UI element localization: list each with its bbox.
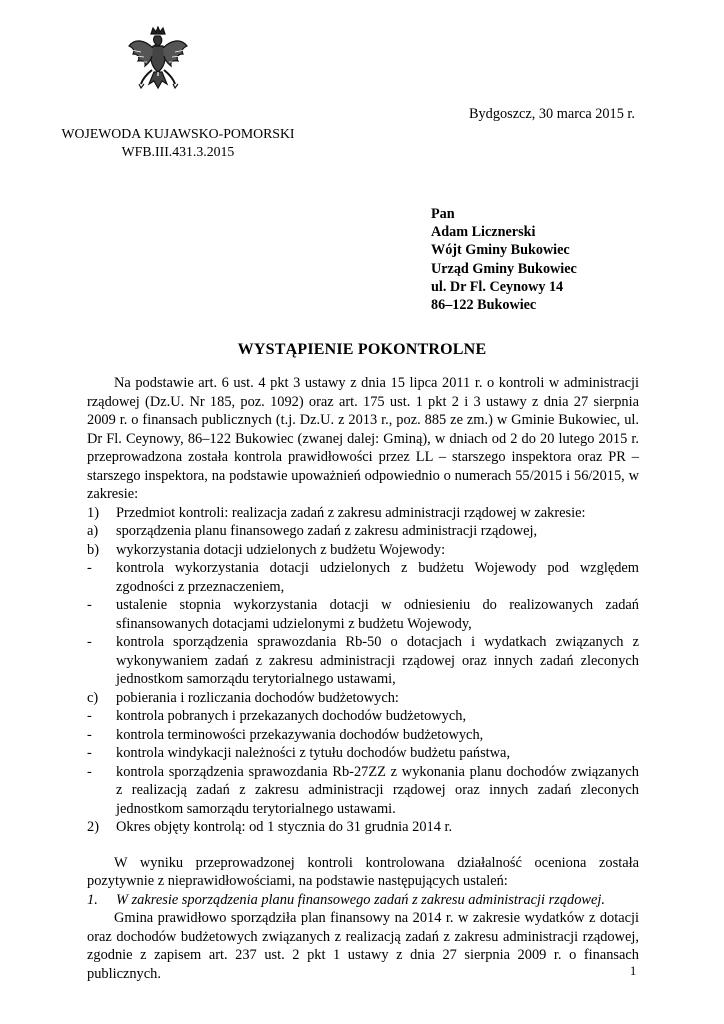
case-reference: WFB.III.431.3.2015 (121, 144, 235, 159)
scope-list-item: b) wykorzystania dotacji udzielonych z budżetu Wojewody: (87, 541, 446, 558)
scope-list-item: - kontrola pobranych i przekazanych dochodów budżetowych, (87, 708, 467, 724)
addressee-line: Urząd Gminy Bukowiec (431, 260, 577, 277)
polish-eagle-emblem-icon (127, 26, 189, 98)
assessment-paragraph: W wyniku przeprowadzonej kontroli kontrolowana działalność oceniona została pozytywnie z nieprawidłowościami, na podstawie następujących ustaleń: (87, 854, 639, 889)
scope-list-item: - kontrola sporządzenia sprawozdania Rb-27ZZ z wykonania planu dochodów związanych z realizacją zadań z zakresu administracji rządowej oraz innych zadań zleconych jednostkom samorządu terytorialnego ustawami. (87, 763, 639, 817)
addressee-line: Adam Licznerski (431, 224, 536, 241)
intro-paragraph: Na podstawie art. 6 ust. 4 pkt 3 ustawy z dnia 15 lipca 2011 r. o kontroli w administracji rządowej (Dz.U. Nr 185, poz. 1092) oraz art. 175 ust. 1 pkt 2 i 3 ustawy z dnia 27 sierpnia 2009 r. o finansach publicznych (t.j. Dz.U. z 2013 r., poz. 885 ze zm.) w Gminie Bukowiec, ul. Dr Fl. Ceynowy, 86–122 Bukowiec (zwanej dalej: Gminą), w dniach od 2 do 20 lutego 2015 r. przeprowadzona została kontrola prawidłowości przez LL – starszego inspektora oraz PR – starszego inspektora, na podstawie upoważnień odpowiednio o numerach 55/2015 i 56/2015, w zakresie: (87, 375, 639, 502)
finding-heading: 1. W zakresie sporządzenia planu finansowego zadań z zakresu administracji rządowej. (87, 891, 606, 908)
document-date: Bydgoszcz, 30 marca 2015 r. (469, 106, 635, 122)
scope-list-item: 1) Przedmiot kontroli: realizacja zadań z zakresu administracji rządowej w zakresie: (87, 504, 586, 521)
addressee-line: ul. Dr Fl. Ceynowy 14 (431, 278, 564, 295)
addressee-block (431, 205, 577, 314)
scope-list-item: a) sporządzenia planu finansowego zadań z zakresu administracji rządowej, (87, 523, 538, 539)
issuer-name: WOJEWODA KUJAWSKO-POMORSKI (61, 126, 295, 141)
addressee-line: Pan (431, 206, 455, 222)
scope-list-item: 2) Okres objęty kontrolą: od 1 stycznia do 31 grudnia 2014 r. (87, 819, 453, 835)
finding-paragraph: Gmina prawidłowo sporządziła plan finansowy na 2014 r. w zakresie wydatków z dotacji oraz dochodów budżetowych związanych z realizacją zadań z zakresu administracji rządowej, zgodnie z zapisem art. 237 ust. 2 pkt 1 ustawy z dnia 27 sierpnia 2009 r. o finansach publicznych. (87, 910, 639, 982)
addressee-line: Wójt Gminy Bukowiec (431, 242, 570, 259)
scope-list-item: - ustalenie stopnia wykorzystania dotacji w odniesieniu do realizowanych zadań sfinansowanych dotacjami udzielonymi z budżetu Wojewody, (87, 597, 639, 632)
document-body (87, 374, 639, 983)
scope-list-item: - kontrola windykacji należności z tytułu dochodów budżetu państwa, (87, 745, 511, 761)
document-title: WYSTĄPIENIE POKONTROLNE (237, 341, 487, 358)
page-number: 1 (630, 964, 637, 978)
scope-list-item: - kontrola terminowości przekazywania dochodów budżetowych, (87, 726, 484, 743)
addressee-line: 86–122 Bukowiec (431, 297, 537, 314)
scope-list-item: - kontrola wykorzystania dotacji udzielonych z budżetu Wojewody pod względem zgodności z przeznaczeniem, (87, 560, 639, 595)
scope-list-item: c) pobierania i rozliczania dochodów budżetowych: (87, 689, 399, 706)
scope-list-item: - kontrola sporządzenia sprawozdania Rb-50 o dotacjach i wydatkach związanych z wykonywaniem zadań z zakresu administracji rządowej oraz innych zadań zleconych jednostkom samorządu terytorialnego ustawami, (87, 634, 639, 687)
issuer-block (53, 125, 303, 161)
